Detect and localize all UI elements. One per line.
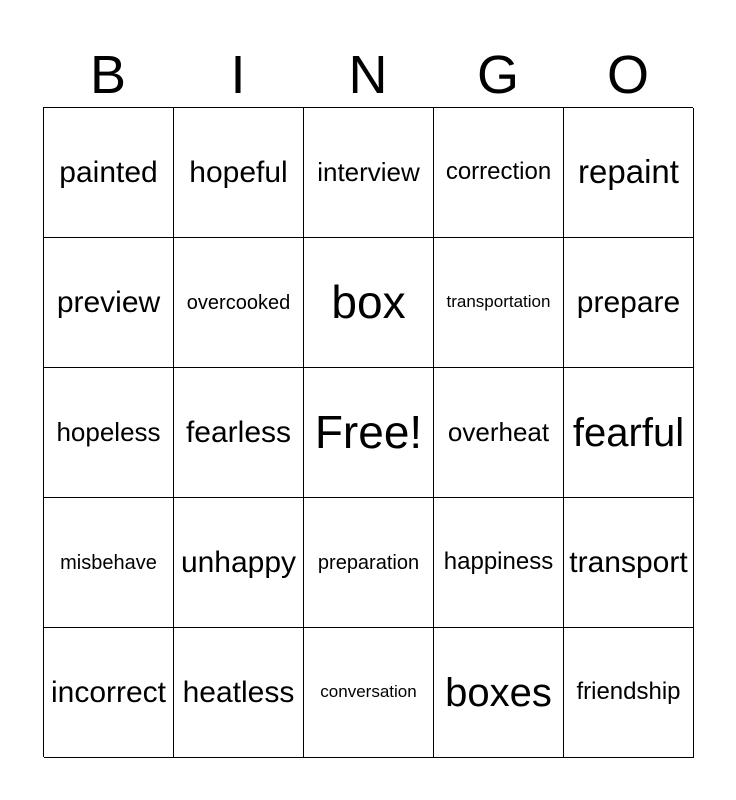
header-letter-b: B bbox=[89, 45, 127, 105]
bingo-cell: transport bbox=[564, 498, 694, 628]
bingo-cell: incorrect bbox=[44, 628, 174, 758]
header-letter-n: N bbox=[348, 45, 388, 105]
bingo-cell: happiness bbox=[434, 498, 564, 628]
header-letter-o: O bbox=[606, 45, 649, 105]
bingo-cell: friendship bbox=[564, 628, 694, 758]
bingo-cell: transportation bbox=[434, 238, 564, 368]
bingo-cell: unhappy bbox=[174, 498, 304, 628]
bingo-cell: fearless bbox=[174, 368, 304, 498]
bingo-cell: conversation bbox=[304, 628, 434, 758]
bingo-cell: prepare bbox=[564, 238, 694, 368]
bingo-grid bbox=[43, 107, 693, 757]
bingo-cell: overcooked bbox=[174, 238, 304, 368]
bingo-cell: preparation bbox=[304, 498, 434, 628]
bingo-cell: hopeless bbox=[44, 368, 174, 498]
header-letter-g: G bbox=[476, 45, 519, 105]
bingo-cell: box bbox=[304, 238, 434, 368]
bingo-cell: misbehave bbox=[44, 498, 174, 628]
bingo-cell: repaint bbox=[564, 108, 694, 238]
bingo-header bbox=[43, 42, 693, 108]
bingo-cell: overheat bbox=[434, 368, 564, 498]
bingo-cell: heatless bbox=[174, 628, 304, 758]
bingo-cell: correction bbox=[434, 108, 564, 238]
header-letter-i: I bbox=[230, 45, 246, 105]
bingo-cell: interview bbox=[304, 108, 434, 238]
bingo-cell: hopeful bbox=[174, 108, 304, 238]
bingo-cell: boxes bbox=[434, 628, 564, 758]
free-space-cell: Free! bbox=[304, 368, 434, 498]
bingo-cell: preview bbox=[44, 238, 174, 368]
bingo-cell: painted bbox=[44, 108, 174, 238]
bingo-cell: fearful bbox=[564, 368, 694, 498]
